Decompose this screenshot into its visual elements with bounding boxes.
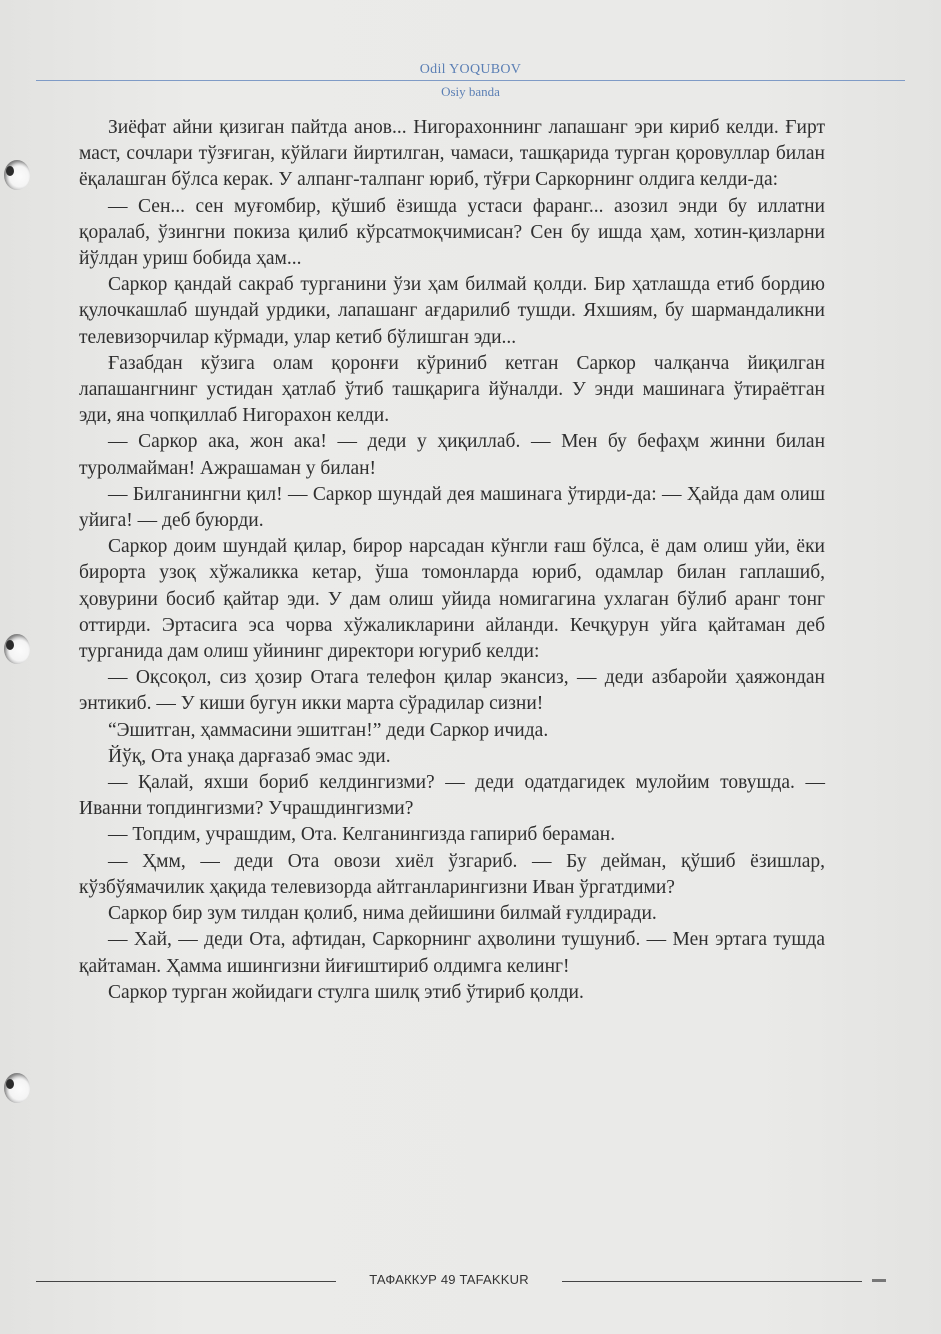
paragraph: — Хай, — деди Ота, афтидан, Саркорнинг аҳволини тушуниб. — Мен эртага тушда қайтаман. Ҳамма ишингизни йиғиштириб олдимга келинг! <box>79 929 825 977</box>
paragraph: — Саркор ака, жон ака! — деди у ҳиқиллаб. — Мен бу бефаҳм жинни билан туролмайман! Ажрашаман у билан! <box>79 431 825 479</box>
paragraph: — Ҳмм, — деди Ота овози хиёл ўзгариб. — Бу дейман, қўшиб ёзишлар, кўзбўямачилик ҳақида телевизорда айтганларингизни Иван ўргатдими? <box>79 850 825 898</box>
paragraph: — Сен... сен муғомбир, қўшиб ёзишда устаси фаранг... азозил энди бу иллатни қоралаб, ўзингни покиза қилиб кўрсатмоқчимисан? Сен бу ишда ҳам, хотин-қизларни йўлдан уриш бобида ҳам... <box>79 195 825 270</box>
header-rule <box>36 80 905 81</box>
paragraph: Саркор бир зум тилдан қолиб, нима дейишини билмай ғулдиради. <box>108 903 657 925</box>
footer-rule-left <box>36 1281 336 1282</box>
paragraph: Зиёфат айни қизиган пайтда анов... Нигорахоннинг лапашанг эри кириб келди. Ғирт маст, сочлари тўзғиган, кўйлаги йиртилган, чамаси, ташқарида турган қоровуллар билан ёқалашган бўлса керак. У алпанг-талпанг юриб, тўғри Саркорнинг олдига келди-да: <box>79 117 825 191</box>
paragraph: — Топдим, учрашдим, Ота. Келганингизда гапириб бераман. <box>108 824 616 846</box>
paragraph: Ғазабдан кўзига олам қоронғи кўриниб кетган Саркор чалқанча йиқилган лапашангнинг устидан ҳатлаб ўтиб ташқарига йўналди. У энди машинага ўтираётган эди, яна чопқиллаб Нигорахон келди. <box>79 352 825 427</box>
paragraph: — Қалай, яхши бориб келдингизми? — деди одатдагидек мулойим товушда. — Иванни топдингизми? Учрашдингизми? <box>79 772 825 820</box>
binder-hole <box>4 1073 30 1103</box>
paragraph: — Билганингни қил! — Саркор шундай дея машинага ўтирди-да: — Ҳайда дам олиш уйига! — деб буюрди. <box>79 483 825 532</box>
paragraph: Саркор қандай сакраб турганини ўзи ҳам билмай қолди. Бир ҳатлашда етиб бордию қулочкашлаб шундай урдики, лапашанг ағдарилиб тушди. Яхшиям, бу шармандаликни телевизорчилар кўрмади, улар кетиб бўлишган эди... <box>79 274 825 348</box>
footer-rule-right <box>562 1281 862 1282</box>
paragraph: Саркор доим шундай қилар, бирор нарсадан кўнгли ғаш бўлса, ё дам олиш уйи, ёки бирорта узоқ хўжаликка кетар, ўша томонларда юриб, одамлар билан гаплашиб, ҳовурини босиб қайтар эди. У дам олиш уйида номигагина ухлаган бўлиб аранг тонг оттирди. Эртасига эса чорва хўжаликларини айланди. Кечқурун уйга қайтаман деб турганида дам олиш уйининг директори югуриб келди: <box>79 536 825 663</box>
running-header-author: Odil YOQUBOV <box>419 62 522 77</box>
page-footer: ТАФАККУР 49 TAFAKKUR <box>369 1272 529 1287</box>
footer-rule-tail <box>872 1279 886 1282</box>
paragraph: Саркор турган жойидаги стулга шилқ этиб ўтириб қолди. <box>108 981 584 1003</box>
paragraph: — Оқсоқол, сиз ҳозир Отага телефон қилар экансиз, — деди азбаройи ҳаяжондан энтикиб. — У киши бугун икки марта сўрадилар сизни! <box>79 667 825 715</box>
paragraph: Йўқ, Ота унақа дарғазаб эмас эди. <box>108 745 391 767</box>
running-header-title: Osiy banda <box>441 84 500 99</box>
binder-hole <box>4 160 30 190</box>
body-text <box>79 115 825 1006</box>
paragraph: “Эшитган, ҳаммасини эшитган!” деди Саркор ичида. <box>108 719 549 741</box>
binder-hole <box>4 634 30 664</box>
